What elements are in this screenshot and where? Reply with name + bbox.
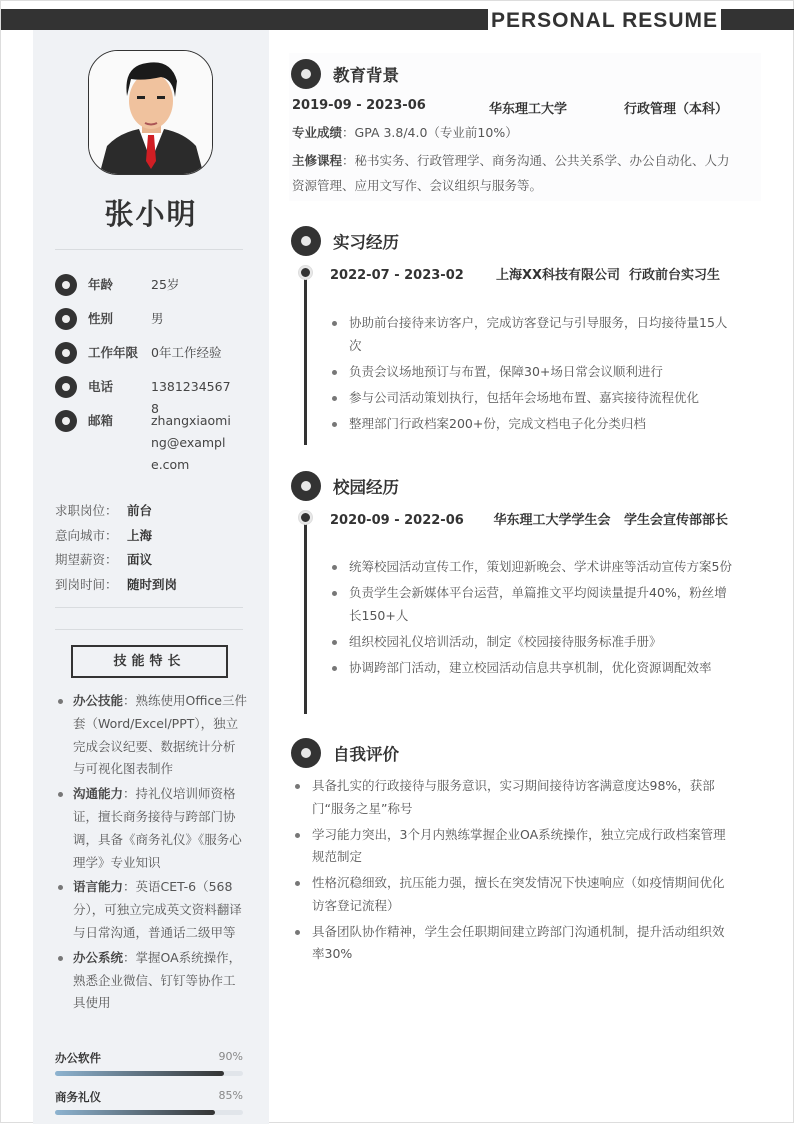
- divider: [55, 607, 243, 608]
- list-item: 具备扎实的行政接待与服务意识，实习期间接待访客满意度达98%，获部门“服务之星”称号: [291, 775, 736, 820]
- list-item: 组织校园礼仪培训活动，制定《校园接待服务标准手册》: [328, 631, 733, 654]
- section-internship: 实习经历: [291, 226, 399, 256]
- info-gender: 性别 男: [55, 308, 255, 330]
- circle-icon: [55, 342, 77, 364]
- skill-bar-office: 办公软件 90%: [55, 1050, 243, 1066]
- section-self-evaluation: 自我评价: [291, 738, 399, 768]
- list-item: 统筹校园活动宣传工作，策划迎新晚会、学术讲座等活动宣传方案5份: [328, 556, 733, 579]
- self-eval-bullets: [291, 775, 736, 969]
- skills-heading: 技能特长: [71, 645, 228, 678]
- list-item: 学习能力突出，3个月内熟练掌握企业OA系统操作，独立完成行政档案管理规范制定: [291, 824, 736, 869]
- info-experience: 工作年限 0年工作经验: [55, 342, 255, 364]
- divider: [55, 629, 243, 630]
- circle-icon: [55, 376, 77, 398]
- list-item: 具备团队协作精神，学生会任职期间建立跨部门沟通机制，提升活动组织效率30%: [291, 921, 736, 966]
- list-item: 沟通能力：持礼仪培训师资格证，擅长商务接待与跨部门协调，具备《商务礼仪》《服务心理学》专业知识: [55, 783, 247, 874]
- section-icon: [291, 738, 321, 768]
- list-item: 参与公司活动策划执行，包括年会场地布置、嘉宾接待流程优化: [328, 387, 733, 410]
- circle-icon: [55, 308, 77, 330]
- list-item: 负责会议场地预订与布置，保障30+场日常会议顺利进行: [328, 361, 733, 384]
- list-item: 负责学生会新媒体平台运营，单篇推文平均阅读量提升40%，粉丝增长150+人: [328, 582, 733, 627]
- skills-list: [55, 690, 247, 1017]
- section-education: 教育背景: [291, 59, 399, 89]
- section-icon: [291, 471, 321, 501]
- circle-icon: [55, 274, 77, 296]
- info-age: 年龄 25岁: [55, 274, 255, 296]
- list-item: 性格沉稳细致，抗压能力强，擅长在突发情况下快速响应（如疫情期间优化访客登记流程）: [291, 872, 736, 917]
- header-title: PERSONAL RESUME: [488, 5, 721, 37]
- internship-bullets: [328, 312, 733, 439]
- timeline-dot: [299, 511, 312, 524]
- list-item: 办公系统：掌握OA系统操作，熟悉企业微信、钉钉等协作工具使用: [55, 947, 247, 1015]
- circle-icon: [55, 410, 77, 432]
- campus-row: 2020-09 - 2022-06 华东理工大学学生会 学生会宣传部部长: [330, 513, 729, 528]
- list-item: 整理部门行政档案200+份，完成文档电子化分类归档: [328, 413, 733, 436]
- divider: [55, 249, 243, 250]
- education-row: 2019-09 - 2023-06 华东理工大学 行政管理（本科）: [292, 98, 729, 117]
- list-item: 协助前台接待来访客户，完成访客登记与引导服务，日均接待量15人次: [328, 312, 733, 357]
- campus-bullets: [328, 556, 733, 683]
- timeline-line: [304, 518, 307, 714]
- section-icon: [291, 226, 321, 256]
- skill-bar-etiquette: 商务礼仪 85%: [55, 1089, 243, 1105]
- profile-name: 张小明: [104, 197, 198, 231]
- list-item: 协调跨部门活动，建立校园活动信息共享机制，优化资源调配效率: [328, 657, 733, 680]
- section-icon: [291, 59, 321, 89]
- list-item: 办公技能：熟练使用Office三件套（Word/Excel/PPT），独立完成会议纪要、数据统计分析与可视化图表制作: [55, 690, 247, 781]
- progress-fill: [55, 1071, 224, 1076]
- education-gpa: 专业成绩：GPA 3.8/4.0（专业前10%）: [292, 125, 518, 140]
- list-item: 语言能力：英语CET-6（568分），可独立完成英文资料翻译与日常沟通，普通话二级甲等: [55, 876, 247, 944]
- sidebar: 张小明 年龄 25岁 性别 男 工作年限 0年工作经验 电话 13812345678 邮箱 zhangxiaoming@example.com 求职岗位： 前台 意向城市： 上海 期望薪资： 面议 到岗时间： 随时到岗 技能特长 办公技能：熟练使用Office三件套（Word/Excel/PPT），独立完成会议纪要、数据统计分析与可视化图表制作 沟通能力：持礼仪培训师资格证，擅长商务接待与跨部门协调，具备《商务礼仪》《服务心理学》专业知识 语言能力：英语CET-6（568分），可独立完成英文资料翻译与日常沟通，普通话二级甲等 办公系统：掌握OA系统操作，熟悉企业微信、钉钉等协作工具使用 办公软件 90% 商务礼仪 85%: [33, 30, 269, 1124]
- progress-fill: [55, 1110, 215, 1115]
- timeline-dot: [299, 266, 312, 279]
- avatar: [88, 50, 213, 175]
- education-courses: 主修课程：秘书实务、行政管理学、商务沟通、公共关系学、办公自动化、人力资源管理、应用文写作、会议组织与服务等。: [292, 153, 730, 193]
- internship-row: 2022-07 - 2023-02 上海XX科技有限公司 行政前台实习生: [330, 268, 721, 283]
- section-campus: 校园经历: [291, 471, 399, 501]
- info-email: 邮箱 zhangxiaoming@example.com: [55, 410, 255, 476]
- timeline-line: [304, 273, 307, 445]
- info-phone: 电话 13812345678: [55, 376, 255, 420]
